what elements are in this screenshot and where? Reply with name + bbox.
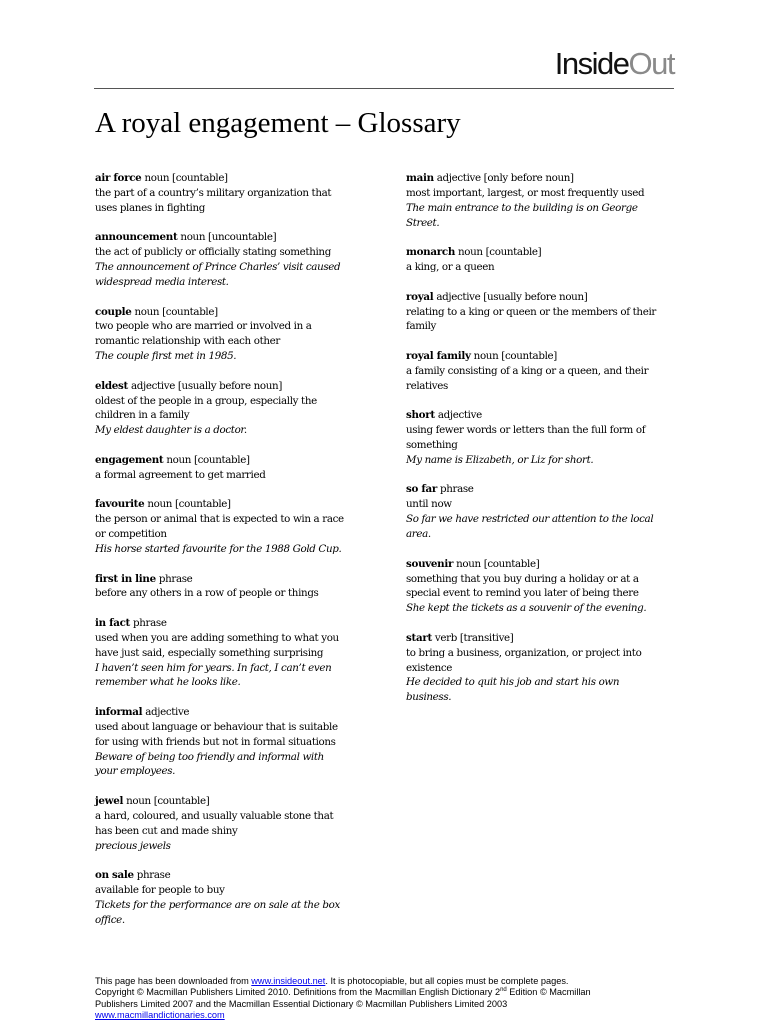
entry-example: The announcement of Prince Charles’ visit caused <box>95 261 341 274</box>
entry-definition: romantic relationship with each other <box>95 335 280 348</box>
glossary-entry <box>95 572 365 602</box>
entry-headword: souvenir <box>406 557 454 570</box>
entry-definition: special event to remind you later of being there <box>406 587 639 600</box>
entry-definition: the act of publicly or officially stating something <box>95 246 331 259</box>
glossary-entry <box>406 557 676 616</box>
glossary-entry <box>406 171 676 230</box>
entry-heading <box>406 171 676 186</box>
entry-definition: something that you buy during a holiday or at a <box>406 572 639 585</box>
entry-heading <box>95 230 365 245</box>
entry-headword: so far <box>406 483 437 496</box>
glossary-entry <box>406 408 676 467</box>
glossary-entry <box>406 482 676 541</box>
entry-grammar: noun [uncountable] <box>180 231 277 244</box>
entry-grammar: noun [countable] <box>166 453 250 466</box>
entry-grammar: noun [countable] <box>456 557 540 570</box>
entry-definition: have just said, especially something surprising <box>95 646 324 659</box>
entry-heading <box>406 408 676 423</box>
brand-logo <box>555 48 674 79</box>
footer-text: . It is photocopiable, but all copies must be complete pages. <box>325 976 569 986</box>
entry-definition: uses planes in fighting <box>95 201 206 214</box>
entry-definition: a formal agreement to get married <box>95 468 266 481</box>
glossary-column-right <box>406 171 676 720</box>
entry-grammar: verb [transitive] <box>434 631 514 644</box>
entry-heading <box>95 379 365 394</box>
entry-heading <box>95 453 365 468</box>
entry-grammar: noun [countable] <box>147 498 231 511</box>
entry-headword: monarch <box>406 246 456 259</box>
entry-example: She kept the tickets as a souvenir of the evening. <box>406 602 647 615</box>
glossary-entry <box>95 497 365 556</box>
entry-grammar: noun [countable] <box>144 172 228 184</box>
entry-heading <box>406 482 676 497</box>
entry-headword: royal <box>406 290 434 303</box>
glossary-entry <box>95 379 365 438</box>
footer-line-3: Publishers Limited 2007 and the Macmillan Essential Dictionary © Macmillan Publishers Limited 2003 <box>95 998 508 1009</box>
entry-definition: something <box>406 439 458 451</box>
entry-heading <box>95 794 365 809</box>
entry-example: Beware of being too friendly and informal with <box>95 750 324 763</box>
entry-definition: a king, or a queen <box>406 261 495 274</box>
entry-headword: short <box>406 409 435 422</box>
glossary-entry <box>406 245 676 275</box>
entry-heading <box>406 631 676 646</box>
entry-heading <box>95 705 365 720</box>
glossary-entry <box>95 794 365 853</box>
entry-example: office. <box>95 913 125 926</box>
entry-example: your employees. <box>95 765 176 778</box>
entry-definition: until now <box>406 498 452 511</box>
entry-example: The main entrance to the building is on George <box>406 201 638 214</box>
entry-example: I haven’t seen him for years. In fact, I can’t even <box>95 661 332 674</box>
footer-line-2 <box>95 987 675 998</box>
footer-line-1 <box>95 976 675 987</box>
entry-example: business. <box>406 691 452 704</box>
entry-example: Tickets for the performance are on sale at the box <box>95 898 340 911</box>
page-title: A royal engagement – Glossary <box>95 107 461 139</box>
entry-headword: eldest <box>95 379 128 392</box>
glossary-entry <box>95 705 365 779</box>
entry-headword: engagement <box>95 453 164 466</box>
entry-example: widespread media interest. <box>95 275 229 288</box>
entry-grammar: noun [countable] <box>126 795 210 808</box>
entry-heading <box>406 245 676 260</box>
macmillan-dictionaries-link[interactable]: www.macmillandictionaries.com <box>95 1010 225 1021</box>
entry-definition: oldest of the people in a group, especially the <box>95 394 317 407</box>
entry-grammar: phrase <box>158 572 193 585</box>
entry-heading <box>95 868 365 883</box>
glossary-entry <box>95 453 365 483</box>
entry-grammar: adjective [usually before noun] <box>130 379 282 392</box>
entry-example: So far we have restricted our attention to the local <box>406 513 654 526</box>
entry-grammar: adjective [only before noun] <box>436 172 574 184</box>
glossary-entry <box>95 616 365 690</box>
entry-headword: announcement <box>95 231 178 244</box>
entry-grammar: adjective [usually before noun] <box>436 290 588 303</box>
entry-headword: main <box>406 172 434 184</box>
brand-logo-part1: Inside <box>554 46 629 81</box>
entry-example: remember what he looks like. <box>95 676 241 689</box>
entry-headword: couple <box>95 305 132 318</box>
entry-headword: air force <box>95 172 142 184</box>
entry-headword: start <box>406 631 432 644</box>
entry-example: The couple first met in 1985. <box>95 350 237 363</box>
glossary-entry <box>95 230 365 289</box>
footer <box>95 976 675 1022</box>
glossary-column-left <box>95 171 365 942</box>
entry-definition: to bring a business, organization, or project into <box>406 646 642 659</box>
entry-headword: favourite <box>95 498 145 511</box>
entry-headword: in fact <box>95 616 131 629</box>
entry-grammar: noun [countable] <box>473 349 557 362</box>
entry-definition: or competition <box>95 528 167 541</box>
entry-definition: used about language or behaviour that is suitable <box>95 720 338 733</box>
entry-heading <box>406 557 676 572</box>
entry-definition: used when you are adding something to what you <box>95 631 339 644</box>
entry-headword: jewel <box>95 795 124 808</box>
entry-example: precious jewels <box>95 839 171 852</box>
entry-definition: has been cut and made shiny <box>95 824 238 837</box>
header-rule <box>94 88 674 89</box>
entry-headword: on sale <box>95 869 134 882</box>
glossary-entry <box>406 349 676 394</box>
entry-heading <box>406 349 676 364</box>
entry-definition: children in a family <box>95 409 190 422</box>
entry-grammar: noun [countable] <box>458 246 542 259</box>
footer-text: This page has been downloaded from <box>95 976 252 986</box>
entry-definition: the person or animal that is expected to win a race <box>95 513 344 526</box>
entry-example: Street. <box>406 216 440 229</box>
entry-definition: the part of a country’s military organization that <box>95 186 332 199</box>
glossary-entry <box>95 171 365 216</box>
entry-heading <box>95 305 365 320</box>
entry-definition: relating to a king or queen or the members of their <box>406 305 656 318</box>
entry-definition: most important, largest, or most frequently used <box>406 186 645 199</box>
insideout-link[interactable]: www.insideout.net <box>251 976 326 986</box>
entry-grammar: noun [countable] <box>134 305 218 318</box>
entry-grammar: phrase <box>136 869 171 882</box>
brand-logo-part2: Out <box>628 46 674 81</box>
entry-example: My name is Elizabeth, or Liz for short. <box>406 453 594 466</box>
entry-heading <box>95 616 365 631</box>
entry-grammar: adjective <box>437 409 482 422</box>
entry-grammar: phrase <box>133 616 167 629</box>
entry-definition: relatives <box>406 379 448 392</box>
entry-grammar: phrase <box>439 483 474 496</box>
entry-example: area. <box>406 528 431 541</box>
entry-definition: a family consisting of a king or a queen, and their <box>406 364 649 377</box>
entry-definition: two people who are married or involved in a <box>95 320 312 333</box>
glossary-entry <box>95 868 365 927</box>
entry-example: My eldest daughter is a doctor. <box>95 424 247 437</box>
entry-heading <box>95 572 365 587</box>
footer-text: Edition © Macmillan <box>506 987 591 998</box>
entry-definition: using fewer words or letters than the full form of <box>406 424 646 437</box>
entry-headword: informal <box>95 706 143 718</box>
footer-superscript: nd <box>500 987 507 994</box>
entry-definition: for using with friends but not in formal situations <box>95 735 336 748</box>
entry-headword: royal family <box>406 349 471 362</box>
entry-definition: family <box>406 320 437 333</box>
entry-heading <box>95 171 365 186</box>
entry-heading <box>95 497 365 512</box>
entry-definition: existence <box>406 661 453 674</box>
glossary-entry <box>406 631 676 705</box>
entry-definition: a hard, coloured, and usually valuable stone that <box>95 809 334 822</box>
entry-grammar: adjective <box>145 706 190 718</box>
entry-definition: before any others in a row of people or things <box>95 587 319 600</box>
footer-line-4 <box>95 1010 675 1021</box>
entry-definition: available for people to buy <box>95 884 225 897</box>
glossary-entry <box>95 305 365 364</box>
entry-example: His horse started favourite for the 1988 Gold Cup. <box>95 542 342 555</box>
entry-heading <box>406 290 676 305</box>
footer-text: Copyright © Macmillan Publishers Limited 2010. Definitions from the Macmillan English Dictionary 2 <box>95 987 501 998</box>
entry-example: He decided to quit his job and start his own <box>406 676 620 689</box>
glossary-entry <box>406 290 676 335</box>
entry-headword: first in line <box>95 572 156 585</box>
